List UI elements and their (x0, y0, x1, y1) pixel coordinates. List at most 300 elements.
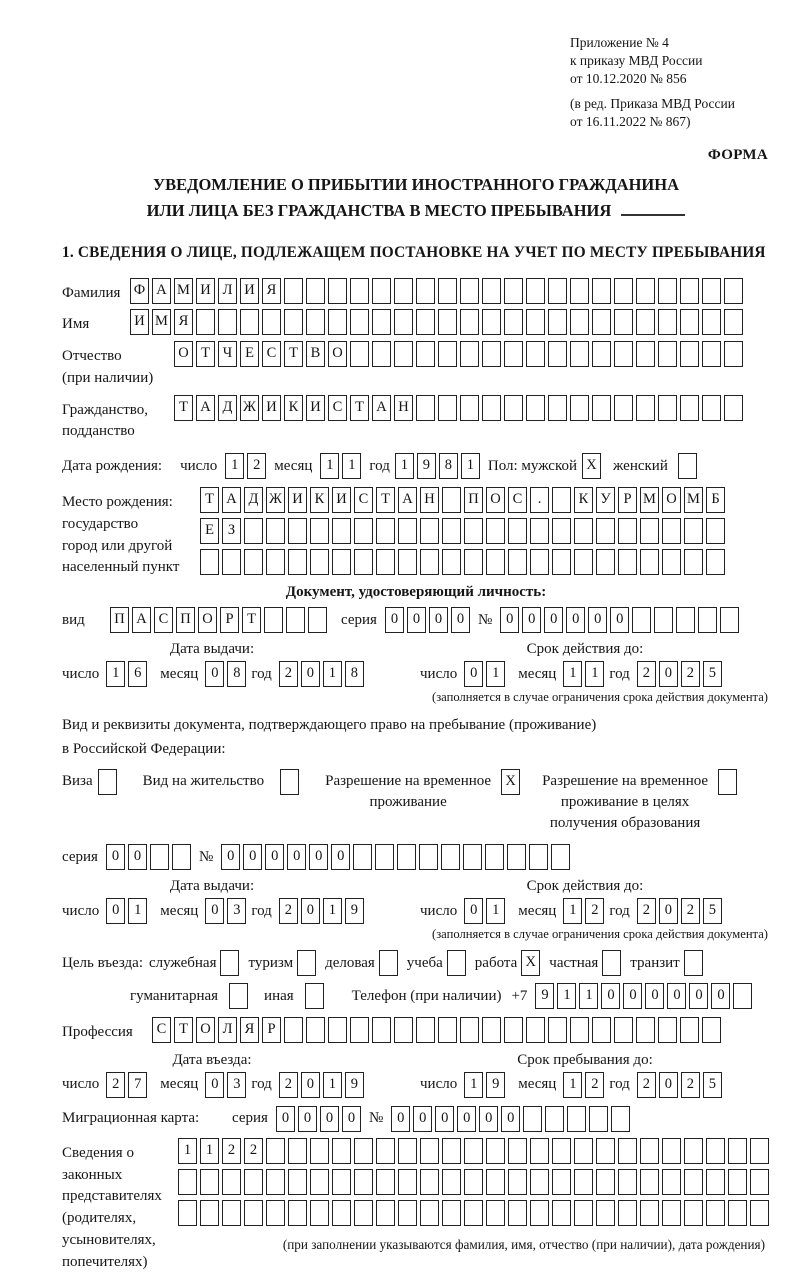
form-cell[interactable]: П (176, 607, 195, 633)
form-cell[interactable] (420, 549, 439, 575)
form-cell[interactable]: 0 (287, 844, 306, 870)
form-cell[interactable] (222, 549, 241, 575)
form-cell[interactable]: 1 (486, 661, 505, 687)
form-cell[interactable]: С (328, 395, 347, 421)
form-cell[interactable] (508, 1169, 527, 1195)
form-cell[interactable]: Н (420, 487, 439, 513)
form-cell[interactable] (750, 1169, 769, 1195)
form-cell[interactable]: С (152, 1017, 171, 1043)
form-cell[interactable]: 0 (588, 607, 607, 633)
form-cell[interactable]: 0 (500, 607, 519, 633)
form-cell[interactable] (310, 549, 329, 575)
form-cell[interactable]: Д (218, 395, 237, 421)
form-cell[interactable] (288, 1169, 307, 1195)
form-cell[interactable] (570, 278, 589, 304)
form-cell[interactable] (658, 341, 677, 367)
form-cell[interactable] (551, 844, 570, 870)
form-cell[interactable]: 1 (563, 1072, 582, 1098)
form-cell[interactable]: 0 (429, 607, 448, 633)
form-cell[interactable]: И (288, 487, 307, 513)
form-cell[interactable]: М (684, 487, 703, 513)
form-cell[interactable] (728, 1200, 747, 1226)
form-cell[interactable]: О (198, 607, 217, 633)
form-cell[interactable] (702, 395, 721, 421)
form-cell[interactable]: У (596, 487, 615, 513)
form-cell[interactable]: 1 (323, 661, 342, 687)
form-cell[interactable] (460, 1017, 479, 1043)
form-cell[interactable]: 1 (323, 1072, 342, 1098)
form-cell[interactable]: 2 (279, 661, 298, 687)
form-cell[interactable] (654, 607, 673, 633)
form-cell[interactable] (567, 1106, 586, 1132)
form-cell[interactable] (614, 278, 633, 304)
form-cell[interactable] (596, 1169, 615, 1195)
form-cell[interactable] (442, 518, 461, 544)
form-cell[interactable] (350, 1017, 369, 1043)
form-cell[interactable] (376, 549, 395, 575)
form-cell[interactable] (552, 1169, 571, 1195)
form-cell[interactable] (596, 1138, 615, 1164)
form-cell[interactable] (640, 518, 659, 544)
form-cell[interactable] (574, 1169, 593, 1195)
form-cell[interactable]: Р (618, 487, 637, 513)
form-cell[interactable] (200, 549, 219, 575)
form-cell[interactable] (706, 518, 725, 544)
form-cell[interactable] (398, 1169, 417, 1195)
form-cell[interactable]: 0 (601, 983, 620, 1009)
form-cell[interactable] (684, 1200, 703, 1226)
form-cell[interactable]: 0 (342, 1106, 361, 1132)
form-cell[interactable] (720, 607, 739, 633)
form-cell[interactable] (632, 607, 651, 633)
form-cell[interactable]: 0 (413, 1106, 432, 1132)
form-cell[interactable]: 0 (659, 898, 678, 924)
form-cell[interactable] (328, 1017, 347, 1043)
form-cell[interactable]: 0 (221, 844, 240, 870)
form-cell[interactable] (222, 1200, 241, 1226)
form-cell[interactable]: А (196, 395, 215, 421)
form-cell[interactable] (420, 518, 439, 544)
form-cell[interactable] (486, 1200, 505, 1226)
form-cell[interactable] (482, 395, 501, 421)
form-cell[interactable] (464, 1138, 483, 1164)
residence-permit-checkbox[interactable] (280, 769, 299, 795)
form-cell[interactable] (662, 549, 681, 575)
form-cell[interactable]: 1 (579, 983, 598, 1009)
form-cell[interactable] (222, 1169, 241, 1195)
form-cell[interactable] (394, 341, 413, 367)
form-cell[interactable]: 0 (689, 983, 708, 1009)
form-cell[interactable] (376, 1138, 395, 1164)
form-cell[interactable] (548, 341, 567, 367)
form-cell[interactable] (640, 1169, 659, 1195)
form-cell[interactable]: А (152, 278, 171, 304)
form-cell[interactable] (662, 1200, 681, 1226)
form-cell[interactable] (545, 1106, 564, 1132)
form-cell[interactable] (354, 1200, 373, 1226)
form-cell[interactable] (530, 1169, 549, 1195)
form-cell[interactable] (504, 395, 523, 421)
form-cell[interactable] (398, 549, 417, 575)
form-cell[interactable] (706, 549, 725, 575)
form-cell[interactable]: 0 (711, 983, 730, 1009)
form-cell[interactable] (596, 1200, 615, 1226)
form-cell[interactable]: П (110, 607, 129, 633)
purpose-work-checkbox[interactable]: X (521, 950, 540, 976)
form-cell[interactable] (592, 309, 611, 335)
form-cell[interactable]: И (196, 278, 215, 304)
form-cell[interactable] (570, 341, 589, 367)
form-cell[interactable] (482, 341, 501, 367)
form-cell[interactable] (442, 1200, 461, 1226)
form-cell[interactable] (658, 395, 677, 421)
form-cell[interactable]: 0 (309, 844, 328, 870)
form-cell[interactable] (523, 1106, 542, 1132)
sex-female-checkbox[interactable] (678, 453, 697, 479)
form-cell[interactable] (548, 1017, 567, 1043)
form-cell[interactable]: А (132, 607, 151, 633)
form-cell[interactable]: 3 (227, 898, 246, 924)
form-cell[interactable] (460, 395, 479, 421)
form-cell[interactable]: И (306, 395, 325, 421)
form-cell[interactable]: 2 (244, 1138, 263, 1164)
form-cell[interactable]: Т (284, 341, 303, 367)
form-cell[interactable] (614, 341, 633, 367)
form-cell[interactable]: 0 (501, 1106, 520, 1132)
form-cell[interactable] (288, 549, 307, 575)
form-cell[interactable]: 1 (486, 898, 505, 924)
form-cell[interactable]: 1 (178, 1138, 197, 1164)
form-cell[interactable]: 0 (623, 983, 642, 1009)
form-cell[interactable] (288, 1138, 307, 1164)
form-cell[interactable] (463, 844, 482, 870)
form-cell[interactable]: Д (244, 487, 263, 513)
form-cell[interactable] (284, 309, 303, 335)
form-cell[interactable]: 2 (681, 898, 700, 924)
form-cell[interactable] (442, 1169, 461, 1195)
form-cell[interactable]: Е (240, 341, 259, 367)
form-cell[interactable] (308, 607, 327, 633)
form-cell[interactable] (680, 278, 699, 304)
form-cell[interactable] (328, 278, 347, 304)
form-cell[interactable]: 2 (279, 1072, 298, 1098)
form-cell[interactable]: 9 (345, 898, 364, 924)
form-cell[interactable] (200, 1169, 219, 1195)
form-cell[interactable] (640, 549, 659, 575)
form-cell[interactable]: П (464, 487, 483, 513)
form-cell[interactable]: 1 (342, 453, 361, 479)
form-cell[interactable] (702, 341, 721, 367)
form-cell[interactable]: 8 (227, 661, 246, 687)
form-cell[interactable] (310, 1138, 329, 1164)
form-cell[interactable] (486, 1138, 505, 1164)
form-cell[interactable] (420, 1200, 439, 1226)
form-cell[interactable]: 0 (566, 607, 585, 633)
form-cell[interactable]: 0 (265, 844, 284, 870)
form-cell[interactable] (200, 1200, 219, 1226)
form-cell[interactable] (724, 278, 743, 304)
form-cell[interactable] (460, 278, 479, 304)
form-cell[interactable] (438, 395, 457, 421)
form-cell[interactable]: Т (174, 395, 193, 421)
form-cell[interactable] (438, 1017, 457, 1043)
form-cell[interactable]: 0 (301, 1072, 320, 1098)
form-cell[interactable]: Т (242, 607, 261, 633)
form-cell[interactable]: 6 (128, 661, 147, 687)
form-cell[interactable] (552, 1138, 571, 1164)
form-cell[interactable]: А (222, 487, 241, 513)
form-cell[interactable] (332, 1169, 351, 1195)
form-cell[interactable]: 0 (391, 1106, 410, 1132)
form-cell[interactable] (332, 549, 351, 575)
form-cell[interactable] (420, 1169, 439, 1195)
form-cell[interactable] (464, 1169, 483, 1195)
form-cell[interactable]: . (530, 487, 549, 513)
form-cell[interactable] (508, 1138, 527, 1164)
form-cell[interactable] (589, 1106, 608, 1132)
form-cell[interactable]: Т (174, 1017, 193, 1043)
form-cell[interactable]: 1 (200, 1138, 219, 1164)
form-cell[interactable]: Н (394, 395, 413, 421)
form-cell[interactable] (354, 518, 373, 544)
form-cell[interactable] (548, 278, 567, 304)
form-cell[interactable] (684, 1138, 703, 1164)
form-cell[interactable] (684, 1169, 703, 1195)
form-cell[interactable] (526, 278, 545, 304)
purpose-tourism-checkbox[interactable] (297, 950, 316, 976)
form-cell[interactable]: Т (350, 395, 369, 421)
form-cell[interactable] (178, 1169, 197, 1195)
form-cell[interactable]: Т (200, 487, 219, 513)
form-cell[interactable] (266, 1138, 285, 1164)
form-cell[interactable] (570, 1017, 589, 1043)
form-cell[interactable] (375, 844, 394, 870)
form-cell[interactable] (706, 1169, 725, 1195)
form-cell[interactable] (614, 1017, 633, 1043)
form-cell[interactable]: Т (376, 487, 395, 513)
form-cell[interactable] (416, 395, 435, 421)
form-cell[interactable] (350, 341, 369, 367)
form-cell[interactable]: О (196, 1017, 215, 1043)
form-cell[interactable] (416, 1017, 435, 1043)
form-cell[interactable] (266, 1200, 285, 1226)
form-cell[interactable] (441, 844, 460, 870)
form-cell[interactable] (728, 1169, 747, 1195)
form-cell[interactable]: Л (218, 278, 237, 304)
form-cell[interactable] (680, 1017, 699, 1043)
form-cell[interactable] (328, 309, 347, 335)
form-cell[interactable] (552, 487, 571, 513)
form-cell[interactable] (728, 1138, 747, 1164)
form-cell[interactable]: Ж (240, 395, 259, 421)
form-cell[interactable]: О (486, 487, 505, 513)
form-cell[interactable] (150, 844, 169, 870)
form-cell[interactable]: 0 (331, 844, 350, 870)
form-cell[interactable] (676, 607, 695, 633)
form-cell[interactable] (636, 1017, 655, 1043)
form-cell[interactable]: А (398, 487, 417, 513)
form-cell[interactable]: Р (262, 1017, 281, 1043)
form-cell[interactable]: 0 (435, 1106, 454, 1132)
form-cell[interactable]: К (284, 395, 303, 421)
form-cell[interactable] (350, 309, 369, 335)
form-cell[interactable] (574, 549, 593, 575)
form-cell[interactable] (618, 1138, 637, 1164)
form-cell[interactable]: 2 (585, 898, 604, 924)
form-cell[interactable] (702, 1017, 721, 1043)
form-cell[interactable] (750, 1138, 769, 1164)
form-cell[interactable] (372, 309, 391, 335)
form-cell[interactable] (376, 1200, 395, 1226)
form-cell[interactable] (614, 395, 633, 421)
form-cell[interactable] (288, 1200, 307, 1226)
form-cell[interactable] (172, 844, 191, 870)
form-cell[interactable] (416, 278, 435, 304)
form-cell[interactable] (507, 844, 526, 870)
form-cell[interactable]: 1 (585, 661, 604, 687)
form-cell[interactable] (680, 341, 699, 367)
form-cell[interactable]: 0 (457, 1106, 476, 1132)
form-cell[interactable]: О (328, 341, 347, 367)
form-cell[interactable] (702, 309, 721, 335)
form-cell[interactable]: 2 (247, 453, 266, 479)
form-cell[interactable]: 0 (128, 844, 147, 870)
form-cell[interactable]: 0 (301, 661, 320, 687)
form-cell[interactable] (178, 1200, 197, 1226)
form-cell[interactable]: 0 (659, 1072, 678, 1098)
form-cell[interactable]: 2 (637, 898, 656, 924)
form-cell[interactable] (574, 518, 593, 544)
form-cell[interactable] (574, 1200, 593, 1226)
form-cell[interactable] (394, 1017, 413, 1043)
form-cell[interactable] (618, 518, 637, 544)
form-cell[interactable] (552, 549, 571, 575)
form-cell[interactable]: 1 (225, 453, 244, 479)
form-cell[interactable]: 1 (563, 661, 582, 687)
form-cell[interactable] (460, 309, 479, 335)
form-cell[interactable] (640, 1138, 659, 1164)
form-cell[interactable] (548, 395, 567, 421)
form-cell[interactable]: 7 (128, 1072, 147, 1098)
form-cell[interactable]: 2 (637, 1072, 656, 1098)
form-cell[interactable]: 0 (544, 607, 563, 633)
form-cell[interactable]: Т (196, 341, 215, 367)
form-cell[interactable] (486, 518, 505, 544)
form-cell[interactable]: 0 (645, 983, 664, 1009)
form-cell[interactable]: 1 (320, 453, 339, 479)
form-cell[interactable]: В (306, 341, 325, 367)
form-cell[interactable]: Ф (130, 278, 149, 304)
form-cell[interactable] (398, 1138, 417, 1164)
form-cell[interactable] (442, 487, 461, 513)
form-cell[interactable] (596, 549, 615, 575)
form-cell[interactable]: 9 (345, 1072, 364, 1098)
form-cell[interactable]: И (130, 309, 149, 335)
form-cell[interactable]: 0 (522, 607, 541, 633)
form-cell[interactable] (416, 341, 435, 367)
form-cell[interactable] (658, 309, 677, 335)
form-cell[interactable]: Р (220, 607, 239, 633)
form-cell[interactable] (244, 1169, 263, 1195)
form-cell[interactable]: М (152, 309, 171, 335)
form-cell[interactable]: Е (200, 518, 219, 544)
form-cell[interactable] (724, 309, 743, 335)
form-cell[interactable]: Ж (266, 487, 285, 513)
form-cell[interactable] (526, 395, 545, 421)
form-cell[interactable] (438, 341, 457, 367)
form-cell[interactable] (724, 341, 743, 367)
form-cell[interactable] (354, 549, 373, 575)
form-cell[interactable] (464, 1200, 483, 1226)
form-cell[interactable] (596, 518, 615, 544)
edu-permit-checkbox[interactable] (718, 769, 737, 795)
form-cell[interactable]: 0 (659, 661, 678, 687)
form-cell[interactable] (504, 278, 523, 304)
purpose-study-checkbox[interactable] (447, 950, 466, 976)
form-cell[interactable] (372, 341, 391, 367)
form-cell[interactable] (662, 1169, 681, 1195)
form-cell[interactable] (658, 278, 677, 304)
form-cell[interactable]: А (372, 395, 391, 421)
form-cell[interactable]: 3 (227, 1072, 246, 1098)
form-cell[interactable] (552, 518, 571, 544)
form-cell[interactable]: 2 (222, 1138, 241, 1164)
form-cell[interactable] (552, 1200, 571, 1226)
sex-male-checkbox[interactable]: X (582, 453, 601, 479)
form-cell[interactable] (482, 278, 501, 304)
form-cell[interactable]: 1 (557, 983, 576, 1009)
form-cell[interactable] (574, 1138, 593, 1164)
form-cell[interactable]: М (640, 487, 659, 513)
form-cell[interactable] (733, 983, 752, 1009)
form-cell[interactable] (460, 341, 479, 367)
form-cell[interactable] (508, 549, 527, 575)
form-cell[interactable] (438, 309, 457, 335)
form-cell[interactable]: 1 (464, 1072, 483, 1098)
purpose-humanitarian-checkbox[interactable] (229, 983, 248, 1009)
form-cell[interactable] (266, 1169, 285, 1195)
form-cell[interactable] (397, 844, 416, 870)
form-cell[interactable] (464, 549, 483, 575)
form-cell[interactable]: К (310, 487, 329, 513)
form-cell[interactable] (332, 1200, 351, 1226)
form-cell[interactable]: 0 (451, 607, 470, 633)
form-cell[interactable] (306, 1017, 325, 1043)
form-cell[interactable]: 0 (243, 844, 262, 870)
form-cell[interactable] (662, 518, 681, 544)
form-cell[interactable] (530, 1200, 549, 1226)
form-cell[interactable] (680, 309, 699, 335)
form-cell[interactable] (398, 1200, 417, 1226)
form-cell[interactable] (526, 341, 545, 367)
form-cell[interactable] (614, 309, 633, 335)
form-cell[interactable]: Я (174, 309, 193, 335)
form-cell[interactable]: Б (706, 487, 725, 513)
form-cell[interactable] (611, 1106, 630, 1132)
form-cell[interactable]: 0 (667, 983, 686, 1009)
form-cell[interactable] (570, 395, 589, 421)
form-cell[interactable] (196, 309, 215, 335)
form-cell[interactable] (486, 1169, 505, 1195)
form-cell[interactable] (618, 1200, 637, 1226)
form-cell[interactable] (262, 309, 281, 335)
form-cell[interactable] (332, 518, 351, 544)
form-cell[interactable]: 9 (486, 1072, 505, 1098)
form-cell[interactable]: 5 (703, 898, 722, 924)
form-cell[interactable] (372, 1017, 391, 1043)
form-cell[interactable] (218, 309, 237, 335)
form-cell[interactable] (750, 1200, 769, 1226)
